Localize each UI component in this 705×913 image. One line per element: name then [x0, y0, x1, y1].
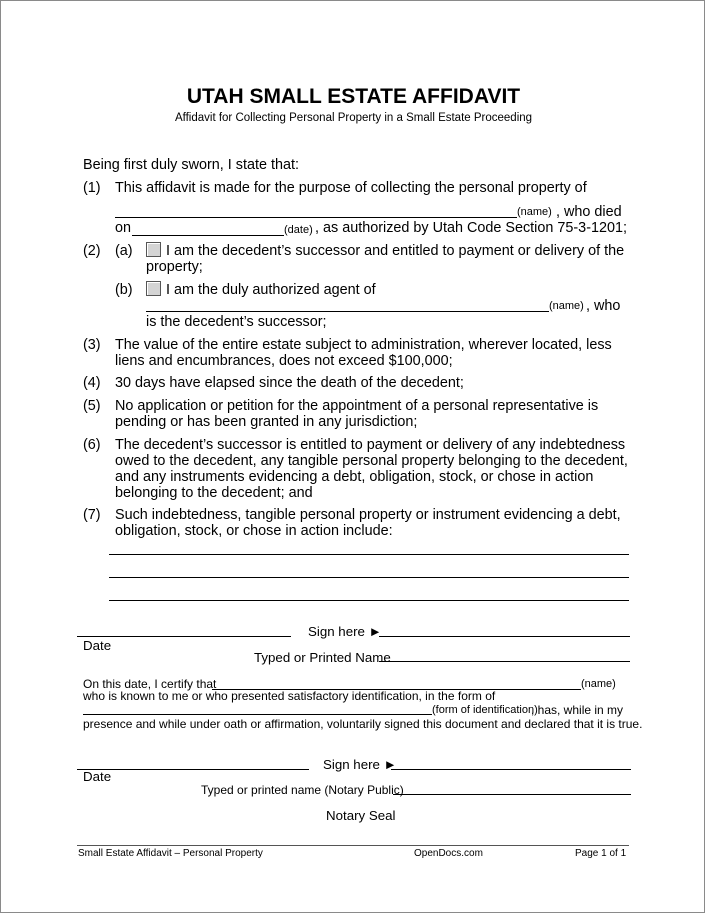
sign-here-label: Sign here ► — [308, 624, 382, 639]
item1-text: This affidavit is made for the purpose of collecting the personal property of — [115, 180, 587, 196]
affiant-typed-name-line[interactable] — [379, 661, 630, 662]
decedent-name-line[interactable] — [115, 217, 517, 218]
death-date-line[interactable] — [132, 235, 284, 236]
footer-divider — [77, 845, 629, 846]
affiant-signature-line[interactable] — [379, 636, 630, 637]
property-list-line-2[interactable] — [109, 577, 629, 578]
item1-on: on — [115, 220, 132, 236]
notary-typed-name-label: Typed or printed name (Notary Public) — [201, 783, 404, 797]
intro-text: Being first duly sworn, I state that: — [83, 157, 299, 173]
item1-authorized: , as authorized by Utah Code Section 75-3-1201; — [315, 220, 627, 236]
notary-certify-text: On this date, I certify that — [83, 677, 217, 691]
notary-has-while-text: , has, while in my — [531, 703, 624, 717]
item-number: (7) — [83, 507, 101, 523]
successor-name-line[interactable] — [146, 311, 549, 312]
item-number: (3) — [83, 337, 101, 353]
item6-text-cont: and any instruments evidencing a debt, obligation, stock, or chose in action — [115, 469, 594, 485]
field-label-name: (name) — [549, 300, 584, 312]
notary-known-text: who is known to me or who presented satisfactory identification, in the form of — [83, 689, 496, 703]
item-number: (4) — [83, 375, 101, 391]
field-label-date: (date) — [284, 224, 313, 236]
item2a-text-cont: property; — [146, 259, 203, 275]
identification-form-line[interactable] — [83, 714, 432, 715]
document-subtitle: Affidavit for Collecting Personal Property in a Small Estate Proceeding — [174, 112, 533, 124]
document-title: UTAH SMALL ESTATE AFFIDAVIT — [186, 85, 521, 108]
item5-text-cont: pending or has been granted in any jurisdiction; — [115, 414, 418, 430]
item6-text: The decedent’s successor is entitled to payment or delivery of any indebtedness — [115, 437, 626, 453]
item2b-label: (b) — [115, 282, 133, 298]
notary-signature-line[interactable] — [391, 769, 631, 770]
date-label: Date — [83, 769, 112, 784]
property-list-line-1[interactable] — [109, 554, 629, 555]
affiant-date-line[interactable] — [77, 636, 291, 637]
footer-page-number: Page 1 of 1 — [575, 848, 627, 859]
item-number: (2) — [83, 243, 101, 259]
item7-text: Such indebtedness, tangible personal property or instrument evidencing a debt, — [115, 507, 621, 523]
item2b-text: I am the duly authorized agent of — [166, 282, 376, 298]
item2a-label: (a) — [115, 243, 133, 259]
item2a-text: I am the decedent’s successor and entitled to payment or delivery of the — [166, 243, 625, 259]
item7-text-cont: obligation, stock, or chose in action include: — [115, 523, 393, 539]
item6-text-cont: owed to the decedent, any tangible personal property belonging to the decedent, — [115, 453, 628, 469]
item5-text: No application or petition for the appointment of a personal representative is — [115, 398, 599, 414]
item-number: (5) — [83, 398, 101, 414]
agent-checkbox[interactable] — [146, 281, 161, 296]
footer-center: OpenDocs.com — [414, 848, 483, 859]
item1-who-died: , who died — [556, 204, 622, 220]
item-number: (1) — [83, 180, 101, 196]
sign-here-label: Sign here ► — [323, 757, 397, 772]
typed-name-label: Typed or Printed Name — [254, 650, 391, 665]
item4-text: 30 days have elapsed since the death of the decedent; — [115, 375, 464, 391]
property-list-line-3[interactable] — [109, 600, 629, 601]
notary-presence-text: presence and while under oath or affirmation, voluntarily signed this document and declared that it is true. — [83, 717, 643, 731]
item2b-text-cont: is the decedent’s successor; — [146, 314, 327, 330]
item-number: (6) — [83, 437, 101, 453]
item3-text: The value of the entire estate subject to administration, wherever located, less — [115, 337, 612, 353]
field-label-name: (name) — [581, 678, 616, 690]
successor-checkbox[interactable] — [146, 242, 161, 257]
field-label-name: (name) — [517, 206, 552, 218]
notary-date-line[interactable] — [77, 769, 309, 770]
footer-left: Small Estate Affidavit – Personal Property — [78, 848, 263, 859]
date-label: Date — [83, 638, 112, 653]
item2b-who: , who — [586, 298, 621, 314]
notary-typed-name-line[interactable] — [393, 794, 631, 795]
item3-text-cont: liens and encumbrances, does not exceed $100,000; — [115, 353, 453, 369]
notary-seal-label: Notary Seal — [326, 808, 396, 823]
item6-text-cont: belonging to the decedent; and — [115, 485, 313, 501]
field-label-identification: (form of identification) — [432, 704, 538, 716]
